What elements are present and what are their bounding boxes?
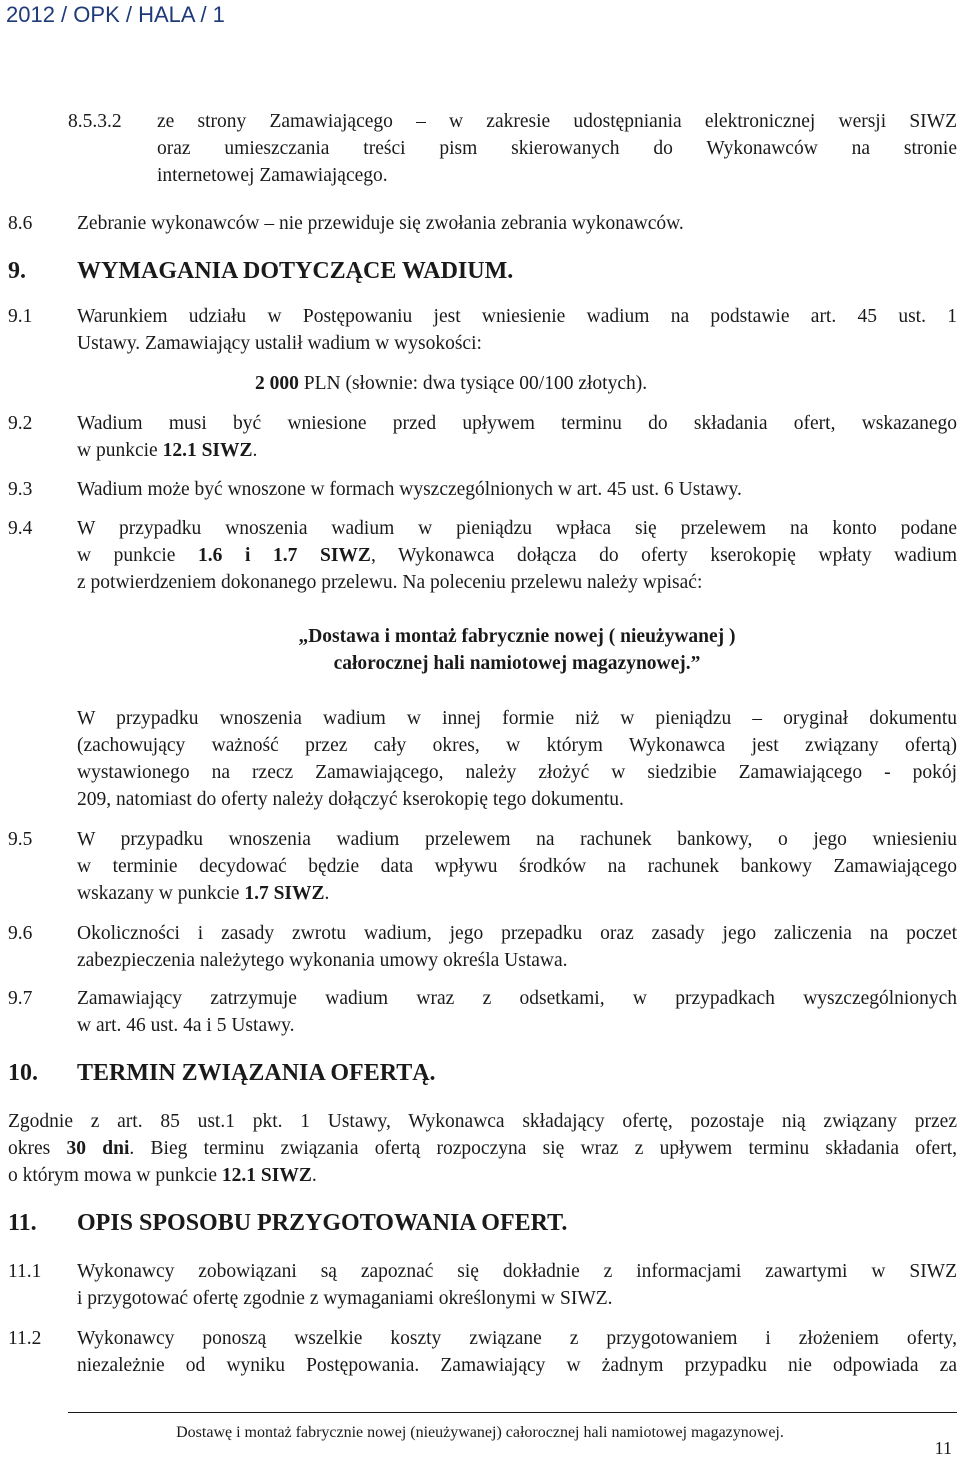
text-run: okres: [8, 1138, 67, 1159]
reference-bold: 1.7 SIWZ: [244, 883, 325, 904]
section-10-line-2: [8, 1135, 957, 1162]
point-9-5-line-1: W przypadku wnoszenia wadium przelewem na rachunek bankowy, o jego wniesieniu: [77, 829, 957, 850]
section-10-line-1: Zgodnie z art. 85 ust.1 pkt. 1 Ustawy, Wykonawca składający ofertę, pozostaje nią związany przez: [8, 1111, 957, 1132]
point-9-5-line-2: w terminie decydować będzie data wpływu środków na rachunek bankowy Zamawiającego: [77, 856, 957, 877]
point-number-11-1: 11.1: [8, 1261, 42, 1282]
point-9-4-line-3: z potwierdzeniem dokonanego przelewu. Na poleceniu przelewu należy wpisać:: [77, 572, 703, 593]
text-run: . Bieg terminu związania ofertą rozpoczyna się wraz z upływem terminu składania ofert,: [129, 1138, 957, 1159]
point-number-9-1: 9.1: [8, 306, 33, 327]
point-9-3-text: Wadium może być wnoszone w formach wyszczególnionych w art. 45 ust. 6 Ustawy.: [77, 479, 742, 500]
point-9-7-line-2: w art. 46 ust. 4a i 5 Ustawy.: [77, 1015, 295, 1036]
point-number-9-4: 9.4: [8, 518, 33, 539]
page-footer: Dostawę i montaż fabrycznie nowej (nieużywanej) całorocznej hali namiotowej magazynowej.: [176, 1424, 784, 1441]
section-heading-10: TERMIN ZWIĄZANIA OFERTĄ.: [77, 1060, 436, 1086]
point-8-6-text: Zebranie wykonawców – nie przewiduje się zwołania zebrania wykonawców.: [77, 213, 684, 234]
wadium-amount-value: 2 000: [255, 373, 299, 394]
point-11-1-line-1: Wykonawcy zobowiązani są zapoznać się dokładnie z informacjami zawartymi w SIWZ: [77, 1261, 957, 1282]
point-11-2-line-2: niezależnie od wyniku Postępowania. Zamawiający w żadnym przypadku nie odpowiada za: [77, 1355, 957, 1376]
point-8-5-3-2-line-3: internetowej Zamawiającego.: [157, 165, 388, 186]
point-9-4-para-line-2: (zachowujący ważność przez cały okres, w którym Wykonawca jest związany ofertą): [77, 735, 957, 756]
point-number-8-6: 8.6: [8, 213, 33, 234]
wadium-amount: [255, 370, 647, 397]
page-number: 11: [934, 1438, 952, 1458]
document-header: 2012 / OPK / HALA / 1: [6, 2, 225, 27]
point-9-7-line-1: Zamawiający zatrzymuje wadium wraz z odsetkami, w przypadkach wyszczególnionych: [77, 988, 957, 1009]
point-9-1-line-2: Ustawy. Zamawiający ustalił wadium w wysokości:: [77, 333, 482, 354]
point-11-1-line-2: i przygotować ofertę zgodnie z wymaganiami określonymi w SIWZ.: [77, 1288, 613, 1309]
footer-rule: [68, 1412, 957, 1413]
text-run: .: [311, 1165, 317, 1186]
point-number-9-6: 9.6: [8, 923, 33, 944]
point-9-4-para-line-3: wystawionego na rzecz Zamawiającego, należy złożyć w siedzibie Zamawiającego - pokój: [77, 762, 957, 783]
point-9-1-line-1: Warunkiem udziału w Postępowaniu jest wniesienie wadium na podstawie art. 45 ust. 1: [77, 306, 957, 327]
text-run: w punkcie: [77, 440, 163, 461]
section-10-line-3: [8, 1162, 317, 1189]
wadium-amount-words: PLN (słownie: dwa tysiące 00/100 złotych).: [298, 373, 648, 394]
point-8-5-3-2-line-1: ze strony Zamawiającego – w zakresie udostępniania elektronicznej wersji SIWZ: [157, 111, 957, 132]
section-heading-11: OPIS SPOSOBU PRZYGOTOWANIA OFERT.: [77, 1210, 568, 1236]
point-9-6-line-2: zabezpieczenia należytego wykonania umowy określa Ustawa.: [77, 950, 568, 971]
point-number-9-7: 9.7: [8, 988, 33, 1009]
point-9-6-line-1: Okoliczności i zasady zwrotu wadium, jego przepadku oraz zasady jego zaliczenia na poczet: [77, 923, 957, 944]
point-9-4-para-line-4: 209, natomiast do oferty należy dołączyć kserokopię tego dokumentu.: [77, 789, 624, 810]
text-run: .: [324, 883, 330, 904]
text-run: .: [252, 440, 258, 461]
section-heading-9: WYMAGANIA DOTYCZĄCE WADIUM.: [77, 258, 514, 284]
point-number-9-5: 9.5: [8, 829, 33, 850]
section-number-11: 11.: [8, 1210, 37, 1236]
point-9-2-line-2: [77, 437, 257, 464]
reference-bold: 12.1 SIWZ: [162, 440, 253, 461]
point-9-4-line-2: [77, 542, 957, 569]
point-number-9-3: 9.3: [8, 479, 33, 500]
point-9-4-para-line-1: W przypadku wnoszenia wadium w innej formie niż w pieniądzu – oryginał dokumentu: [77, 708, 957, 729]
text-run: wskazany w punkcie: [77, 883, 245, 904]
point-number-9-2: 9.2: [8, 413, 33, 434]
point-number-11-2: 11.2: [8, 1328, 42, 1349]
reference-bold: 1.6 i 1.7 SIWZ: [198, 545, 371, 566]
text-run: o którym mowa w punkcie: [8, 1165, 222, 1186]
period-bold: 30 dni: [66, 1138, 130, 1159]
reference-bold: 12.1 SIWZ: [221, 1165, 312, 1186]
point-9-4-line-1: W przypadku wnoszenia wadium w pieniądzu wpłaca się przelewem na konto podane: [77, 518, 957, 539]
point-number-8-5-3-2: 8.5.3.2: [68, 111, 122, 132]
transfer-title-line-2: całorocznej hali namiotowej magazynowej.”: [333, 653, 701, 674]
point-9-2-line-1: Wadium musi być wniesione przed upływem terminu do składania ofert, wskazanego: [77, 413, 957, 434]
transfer-title-line-1: „Dostawa i montaż fabrycznie nowej ( nieużywanej ): [298, 626, 736, 647]
text-run: w punkcie: [77, 545, 199, 566]
point-11-2-line-1: Wykonawcy ponoszą wszelkie koszty związane z przygotowaniem i złożeniem oferty,: [77, 1328, 957, 1349]
section-number-10: 10.: [8, 1060, 38, 1086]
point-9-5-line-3: [77, 880, 329, 907]
section-number-9: 9.: [8, 258, 26, 284]
text-run: , Wykonawca dołącza do oferty kserokopię wpłaty wadium: [370, 545, 958, 566]
point-8-5-3-2-line-2: oraz umieszczania treści pism skierowanych do Wykonawców na stronie: [157, 138, 957, 159]
